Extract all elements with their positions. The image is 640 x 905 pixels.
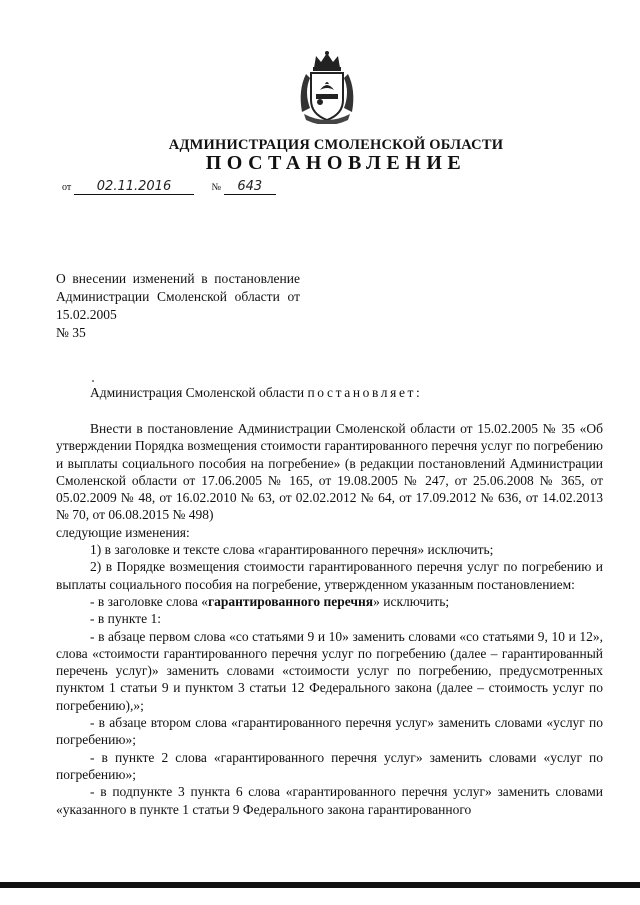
intro-prefix: Администрация Смоленской области — [90, 385, 308, 400]
paragraph: - в абзаце втором слова «гарантированного перечня услуг» заменить словами «услуг по погребению»; — [56, 715, 603, 748]
paragraph — [56, 593, 603, 610]
number-value: 643 — [224, 180, 276, 195]
date-number-row — [62, 180, 276, 195]
organization-name: АДМИНИСТРАЦИЯ СМОЛЕНСКОЙ ОБЛАСТИ — [168, 137, 504, 153]
paragraph: следующие изменения: — [56, 524, 190, 540]
document-body — [56, 420, 603, 818]
paragraph: Внести в постановление Администрации Смоленской области от 15.02.2005 № 35 «Об утверждении Порядка возмещения стоимости гарантированного перечня услуг по погребению и выплаты социального пособия на погребение» (в редакции постановлений Администрации Смоленской области от 17.06.2005 № 165, от 19.08.2005 № 247, от 25.06.2008 № 365, от 05.02.2009 № 48, от 16.02.2010 № 63, от 02.02.2012 № 64, от 17.09.2012 № 636, от 14.02.2013 № 70, от 06.08.2015 № 498) — [56, 421, 603, 523]
paragraph: 2) в Порядке возмещения стоимости гарантированного перечня услуг по погребению и выплаты социального пособия на погребение, утвержденном указанным постановлением: — [56, 559, 603, 592]
paragraph: - в подпункте 3 пункта 6 слова «гарантированного перечня услуг» заменить словами «указанного в пункте 1 статьи 9 Федерального закона гарантированного — [56, 784, 603, 817]
document-subject — [56, 270, 300, 342]
intro-verb: постановляет: — [307, 385, 423, 400]
bold-text-run: гарантированного перечня — [207, 593, 374, 609]
scan-speck — [92, 380, 94, 382]
number-label: № — [211, 182, 222, 193]
intro-line — [90, 385, 422, 401]
coat-of-arms-icon — [296, 50, 358, 124]
scan-bottom-edge — [0, 882, 640, 888]
subject-text: О внесении изменений в постановление Администрации Смоленской области от 15.02.2005 — [56, 271, 300, 322]
subject-text-end: № 35 — [56, 325, 86, 340]
document-title: ПОСТАНОВЛЕНИЕ — [205, 152, 467, 174]
date-value: 02.11.2016 — [74, 180, 194, 195]
paragraph: - в пункте 1: — [90, 611, 161, 627]
text-run: » исключить; — [373, 593, 450, 609]
paragraph: 1) в заголовке и тексте слова «гарантированного перечня» исключить; — [90, 542, 494, 558]
date-label: от — [62, 182, 72, 193]
text-run: - в заголовке слова « — [90, 593, 208, 609]
paragraph: - в пункте 2 слова «гарантированного перечня услуг» заменить словами «услуг по погребению»; — [56, 749, 603, 782]
paragraph: - в абзаце первом слова «со статьями 9 и 10» заменить словами «со статьями 9, 10 и 12», слова «стоимости гарантированного перечня услуг по погребению (далее – гарантированный перечень услуг)» заменить словами «стоимости услуг по погребению, предусмотренных пунктом 1 статьи 9 и пунктом 3 статьи 12 Федерального закона (далее – стоимость услуг по погребению),»; — [56, 628, 603, 713]
